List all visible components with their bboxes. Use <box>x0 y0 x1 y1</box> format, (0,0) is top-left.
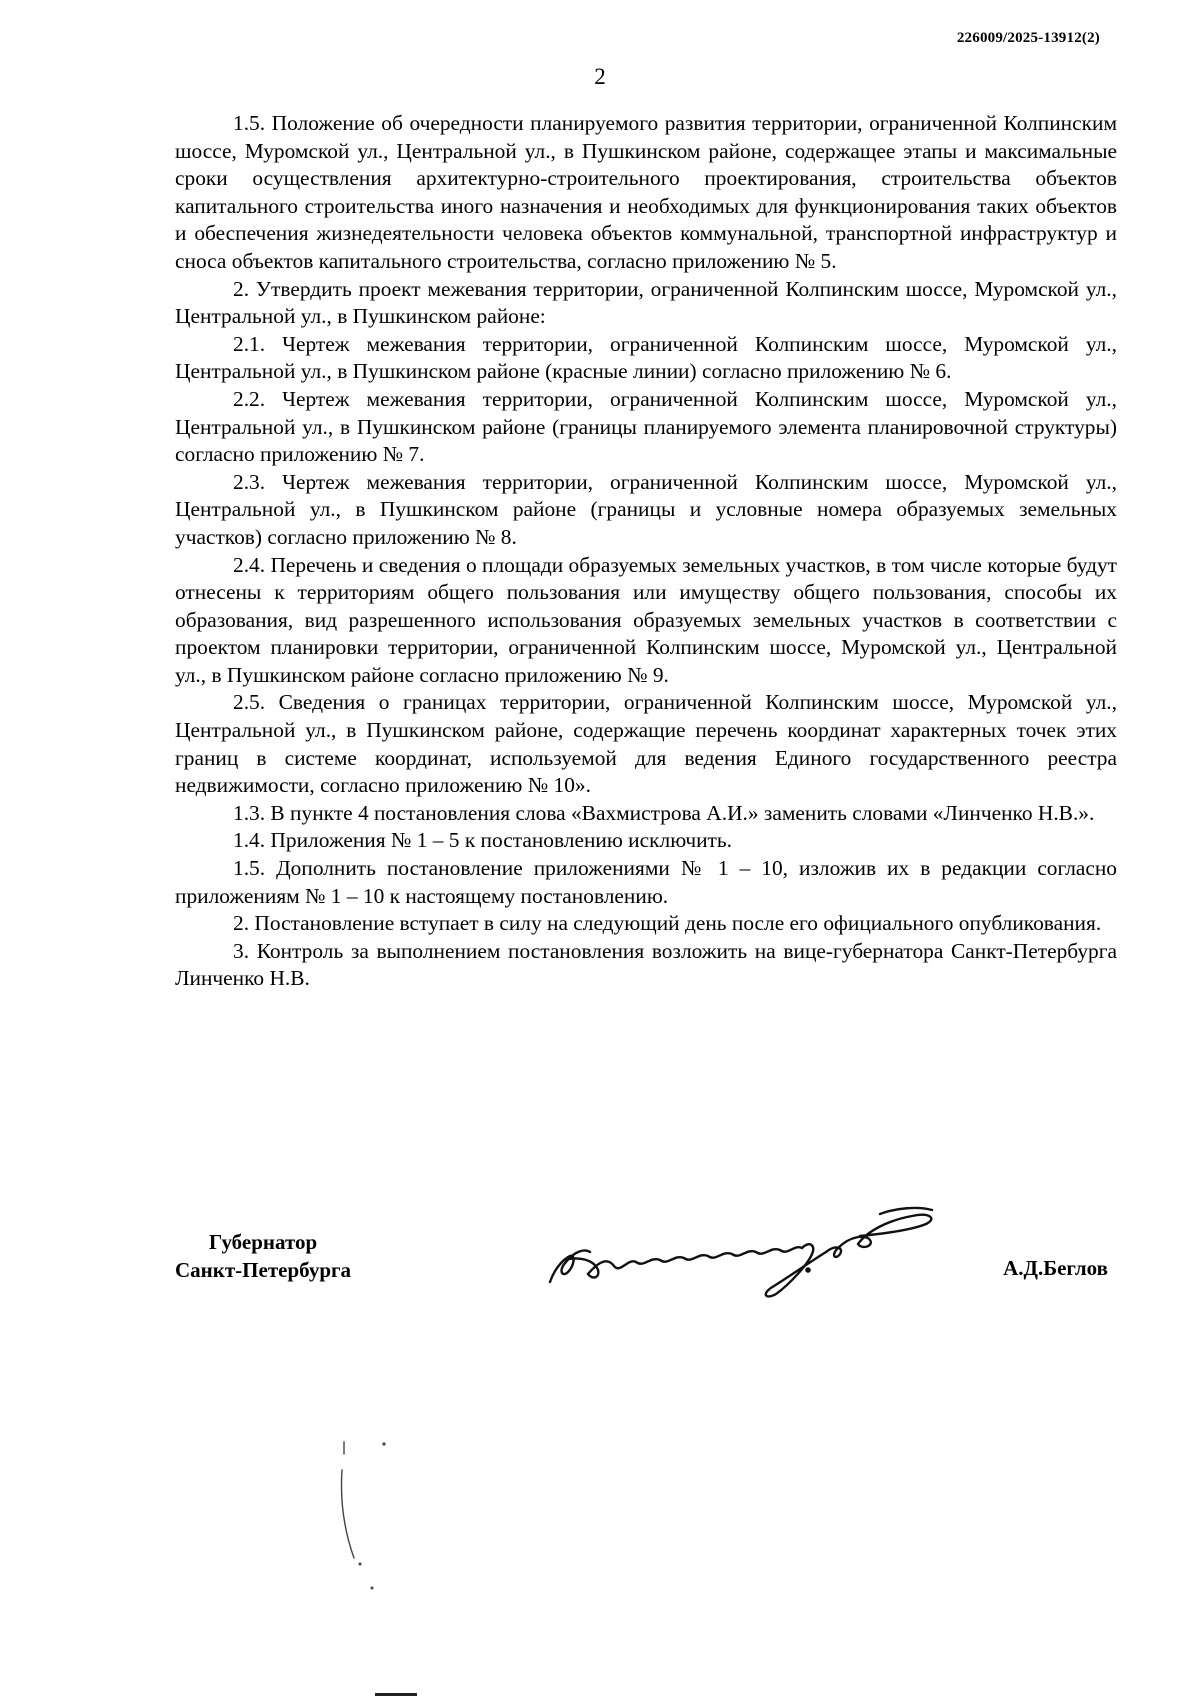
handwritten-signature <box>540 1190 980 1310</box>
paragraph-2-4-plot-list: 2.4. Перечень и сведения о площади образуемых земельных участков, в том числе которые будут отнесены к территориям общего пользования или имуществу общего пользования, способы их образования, вид разрешенного использования образуемых земельных участков в соответствии с проектом планировки территории, ограниченной Колпинским шоссе, Муромской ул., Центральной ул., в Пушкинском районе согласно приложению № 9. <box>175 552 1117 687</box>
signatory-title-line-2: Санкт-Петербурга <box>175 1258 352 1282</box>
signatory-title-line-1: Губернатор <box>208 1230 318 1254</box>
scan-artifact-marks <box>340 1440 460 1590</box>
signatory-title <box>175 1228 351 1284</box>
paragraph-3-control: 3. Контроль за выполнением постановления возложить на вице-губернатора Санкт-Петербурга Линченко Н.В. <box>175 938 1117 991</box>
document-body <box>175 110 1117 993</box>
page-number: 2 <box>594 64 606 89</box>
paragraph-1-5-add-appendices: 1.5. Дополнить постановление приложениями № 1 – 10, изложив их в редакции согласно приложениям № 1 – 10 к настоящему постановлению. <box>175 856 1117 908</box>
signatory-name: А.Д.Беглов <box>1003 1256 1108 1280</box>
paragraph-2-approve-survey: 2. Утвердить проект межевания территории, ограниченной Колпинским шоссе, Муромской ул., Центральной ул., в Пушкинском районе: <box>175 276 1117 329</box>
paragraph-2-1-red-lines: 2.1. Чертеж межевания территории, ограниченной Колпинским шоссе, Муромской ул., Центральной ул., в Пушкинском районе (красные линии) согласно приложению № 6. <box>175 331 1117 384</box>
document-registration-number: 226009/2025-13912(2) <box>956 30 1100 46</box>
paragraph-2-2-boundaries: 2.2. Чертеж межевания территории, ограниченной Колпинским шоссе, Муромской ул., Центральной ул., в Пушкинском районе (границы планируемого элемента планировочной структуры) согласно приложению № 7. <box>175 386 1117 467</box>
paragraph-2-3-land-plots: 2.3. Чертеж межевания территории, ограниченной Колпинским шоссе, Муромской ул., Центральной ул., в Пушкинском районе (границы и условные номера образуемых земельных участков) согласно приложению № 8. <box>175 469 1117 549</box>
paragraph-2-entry-into-force: 2. Постановление вступает в силу на следующий день после его официального опубликования. <box>233 911 1102 936</box>
paragraph-1-3-replace-words: 1.3. В пункте 4 постановления слова «Вахмистрова А.И.» заменить словами «Линченко Н.В.». <box>233 800 1095 825</box>
scan-edge-mark <box>375 1693 417 1696</box>
paragraph-1-4-exclude-appendices: 1.4. Приложения № 1 – 5 к постановлению исключить. <box>233 828 733 853</box>
paragraph-2-5-coordinates: 2.5. Сведения о границах территории, ограниченной Колпинским шоссе, Муромской ул., Центральной ул., в Пушкинском районе, содержащие перечень координат характерных точек этих границ в системе координат, используемой для ведения Единого государственного реестра недвижимости, согласно приложению № 10». <box>175 690 1117 798</box>
paragraph-1-5-schedule: 1.5. Положение об очередности планируемого развития территории, ограниченной Колпинским шоссе, Муромской ул., Центральной ул., в Пушкинском районе, содержащее этапы и максимальные сроки осуществления архитектурно-строительного проектирования, строительства объектов капитального строительства иного назначения и необходимых для функционирования таких объектов и обеспечения жизнедеятельности человека объектов коммунальной, транспортной инфраструктур и сноса объектов капитального строительства, согласно приложению № 5. <box>175 111 1117 273</box>
